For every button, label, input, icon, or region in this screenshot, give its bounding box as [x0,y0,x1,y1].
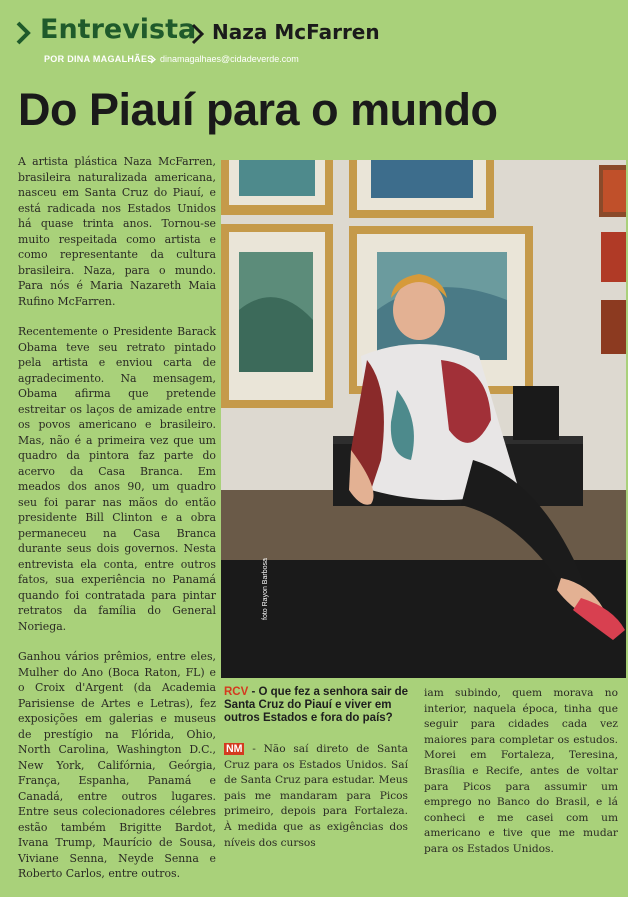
painting-right-column [599,165,626,354]
artist-photo [221,160,626,678]
chevron-right-icon [190,23,206,45]
chevron-right-icon [150,55,157,64]
question-text: - O que fez a senhora sair de Santa Cruz do Piauí e viver em outros Estados e fora do país? [224,686,409,724]
byline: POR DINA MAGALHÃES [44,54,154,64]
obama-paragraph: Recentemente o Presidente Barack Obama teve seu retrato pintado pela artista e enviou carta de agradecimento. Na mensagem, Obama afirma que pretende estreitar os laços de amizade entre os povos americano e brasileiro. Mas, não é a primeira vez que um quadro da pintora faz parte do acervo da Casa Branca. Em meados dos anos 90, um quadro seu foi parar nas mãos do então presidente Bill Clinton e a obra permaneceu na Casa Branca durante seus dois governos. Nesta entrevista ela conta, entre outros fatos, sua experiência no Panamá quando foi contratada para pintar retratos da família do General Noriega. [18,325,216,633]
section-title: Entrevista [40,14,197,45]
painting-top-left [221,160,333,215]
painting-middle-left [221,224,333,408]
author-email[interactable]: dinamagalhaes@cidadeverde.com [160,54,299,64]
intro-paragraph: A artista plástica Naza McFarren, brasileira naturalizada americana, nasceu em Santa Cruz do Piauí, e está radicada nos Estados Unidos há quase trinta anos. Tornou-se muito respeitada como artista e como representante da cultura brasileira. Naza, para o mundo. Para nós é Maria Nazareth Maia Rufino McFarren. [18,155,216,308]
photo-credit: foto Rayon Barbosa [262,558,269,620]
chevron-right-icon [14,20,32,46]
interviewer-tag: RCV [224,686,249,698]
magazine-header [0,0,628,82]
article-left-column [18,154,216,897]
article-headline: Do Piauí para o mundo [18,84,498,135]
interviewee-tag: NM [226,743,243,755]
answer-column [224,742,408,851]
painting-top-center [349,160,494,218]
interview-question [224,686,414,725]
answer-continued-column: iam subindo, quem morava no interior, naquela época, tinha que seguir para cidades cada vez maiores para completar os estudos. Morei em Fortaleza, Teresina, Brasília e Recife, antes de voltar para Picos para assumir um emprego no Banco do Brasil, e lá conheci e me casei com um americano e tive que me mudar para os Estados Unidos. [424,687,618,855]
awards-paragraph: Ganhou vários prêmios, entre eles, Mulher do Ano (Boca Raton, FL) e o Croix d'Argent (da Academia Parisiense de Artes e Letras), fez exposições em galerias e museus de prestígio na Flórida, Ohio, North Carolina, Washington D.C., New York, Califórnia, Geórgia, França, Espanha, Panamá e Canadá, entre outros lugares. Entre seus colecionadores célebres estão também Brigitte Bardot, Ivana Trump, Maurício de Sousa, Viviane Senna, Neyde Senna e Roberto Carlos, entre outros. [18,650,216,880]
answer-text: - Não saí direto de Santa Cruz para os Estados Unidos. Saí de Santa Cruz para estudar. Meus pais me mandaram para Picos primeiro, depois para Fortaleza. À medida que as exigências dos níveis dos cursos [224,743,408,849]
interview-subject: Naza McFarren [212,20,380,44]
